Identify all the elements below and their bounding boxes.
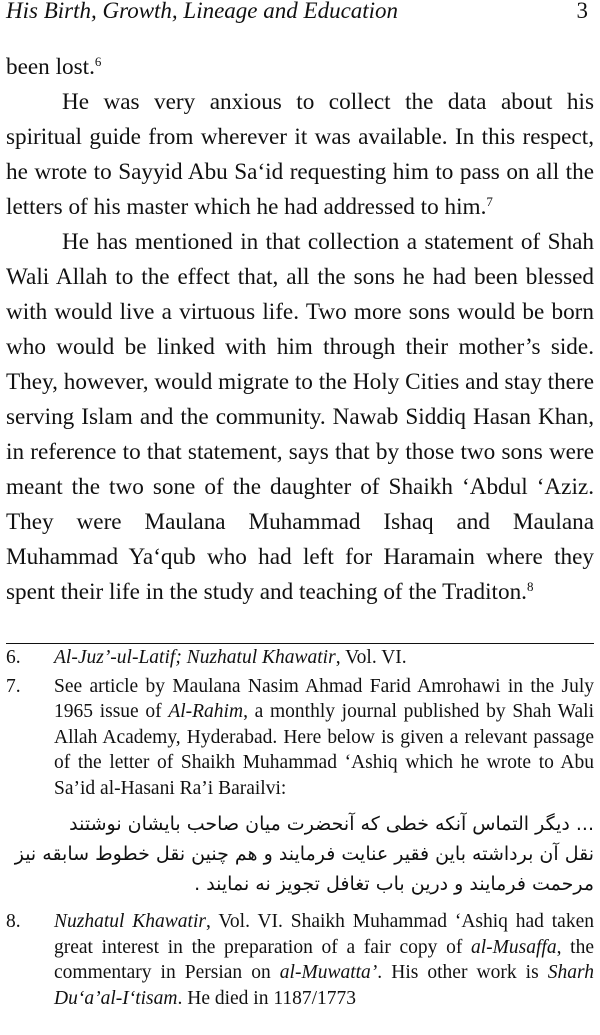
paragraph-1 xyxy=(6,50,594,85)
footnote-7-number: 7. xyxy=(6,675,21,697)
footnote-8-text-b: , the commentary in Persian on xyxy=(54,936,594,983)
footnote-8-text-c: . His other work is xyxy=(377,962,548,983)
paragraph-3 xyxy=(6,225,594,610)
footnote-7-text-a: See article by Maulana Nasim Ahmad Farid Amrohawi in the July 1965 issue of xyxy=(54,675,594,722)
paragraph-1-text: been lost. xyxy=(6,54,95,80)
persian-line-1: ... دیگر التماس آنکه خطی که آنحضرت میان صاحب بایشان نوشتند xyxy=(69,813,594,835)
footnote-8-number: 8. xyxy=(6,911,21,932)
footnotes xyxy=(6,645,594,1011)
footnote-8-work-3: Sharh Du‘a’al-I‘tisam xyxy=(54,962,594,1009)
footnote-6 xyxy=(6,645,594,671)
running-header xyxy=(6,0,588,28)
footnote-7 xyxy=(6,674,594,802)
persian-quotation xyxy=(6,809,594,899)
paragraph-3-text: He has mentioned in that collection a statement of Shah Wali Allah to the effect that, all the sons he had been blessed with would live a virtuous life. Two more sons would be born who would be linked with him through their mother’s side. They, however, would migrate to the Holy Cities and stay there serving Islam and the community. Nawab Siddiq Hasan Khan, in reference to that statement, says that by those two sons were meant the two sone of the daughter of Shaikh ‘Abdul ‘Aziz. They were Maulana Muhammad Ishaq and Maulana Muhammad Ya‘qub who had left for Haramain where they spent their life in the study and teaching of the Traditon. xyxy=(6,229,594,605)
footnote-8-text-a: , Vol. VI. Shaikh Muhammad ‘Ashiq had taken great interest in the preparation of a fair copy of xyxy=(54,911,594,958)
footnote-ref-7: 7 xyxy=(486,194,493,209)
footnote-8-title: Nuzhatul Khawatir xyxy=(54,911,206,932)
page-number: 3 xyxy=(576,0,588,23)
footnote-7-text-b: , a monthly journal published by Shah Wali Allah Academy, Hyderabad. Here below is given a relevant passage of the letter of Shaikh Muhammad ‘Ashiq which he wrote to Abu Sa’id al-Hasani Ra’i Barailvi: xyxy=(54,701,594,799)
persian-line-3: مرحمت فرمایند و درین باب تغافل تجویز نه نمایند . xyxy=(194,873,594,895)
footnote-8-work-2: al-Muwatta’ xyxy=(279,962,378,983)
chapter-title: His Birth, Growth, Lineage and Education xyxy=(6,0,399,23)
paragraph-2 xyxy=(6,85,594,225)
footnote-8-work-1: al-Musaffa xyxy=(471,936,557,958)
footnote-6-number: 6. xyxy=(6,647,21,668)
main-text xyxy=(6,50,594,610)
footnote-divider xyxy=(6,643,594,644)
footnote-ref-6: 6 xyxy=(94,54,102,69)
paragraph-2-text: He was very anxious to collect the data about his spiritual guide from wherever it was available. In this respect, he wrote to Sayyid Abu Sa‘id requesting him to pass on all the letters of his master which he had addressed to him. xyxy=(6,89,594,220)
footnote-7-journal: Al-Rahim xyxy=(168,701,244,722)
footnote-8-text-d: . He died in 1187/1773 xyxy=(177,987,357,1009)
footnote-6-rest: , Vol. VI. xyxy=(335,647,407,668)
persian-line-2: نقل آن برداشته باین فقیر عنایت فرمایند و هم چنین نقل خطوط سابقه نیز xyxy=(14,843,594,865)
footnote-6-title: Al-Juz’-ul-Latif; Nuzhatul Khawatir xyxy=(54,647,336,668)
footnote-8 xyxy=(6,909,594,1011)
footnote-ref-8: 8 xyxy=(526,579,534,594)
